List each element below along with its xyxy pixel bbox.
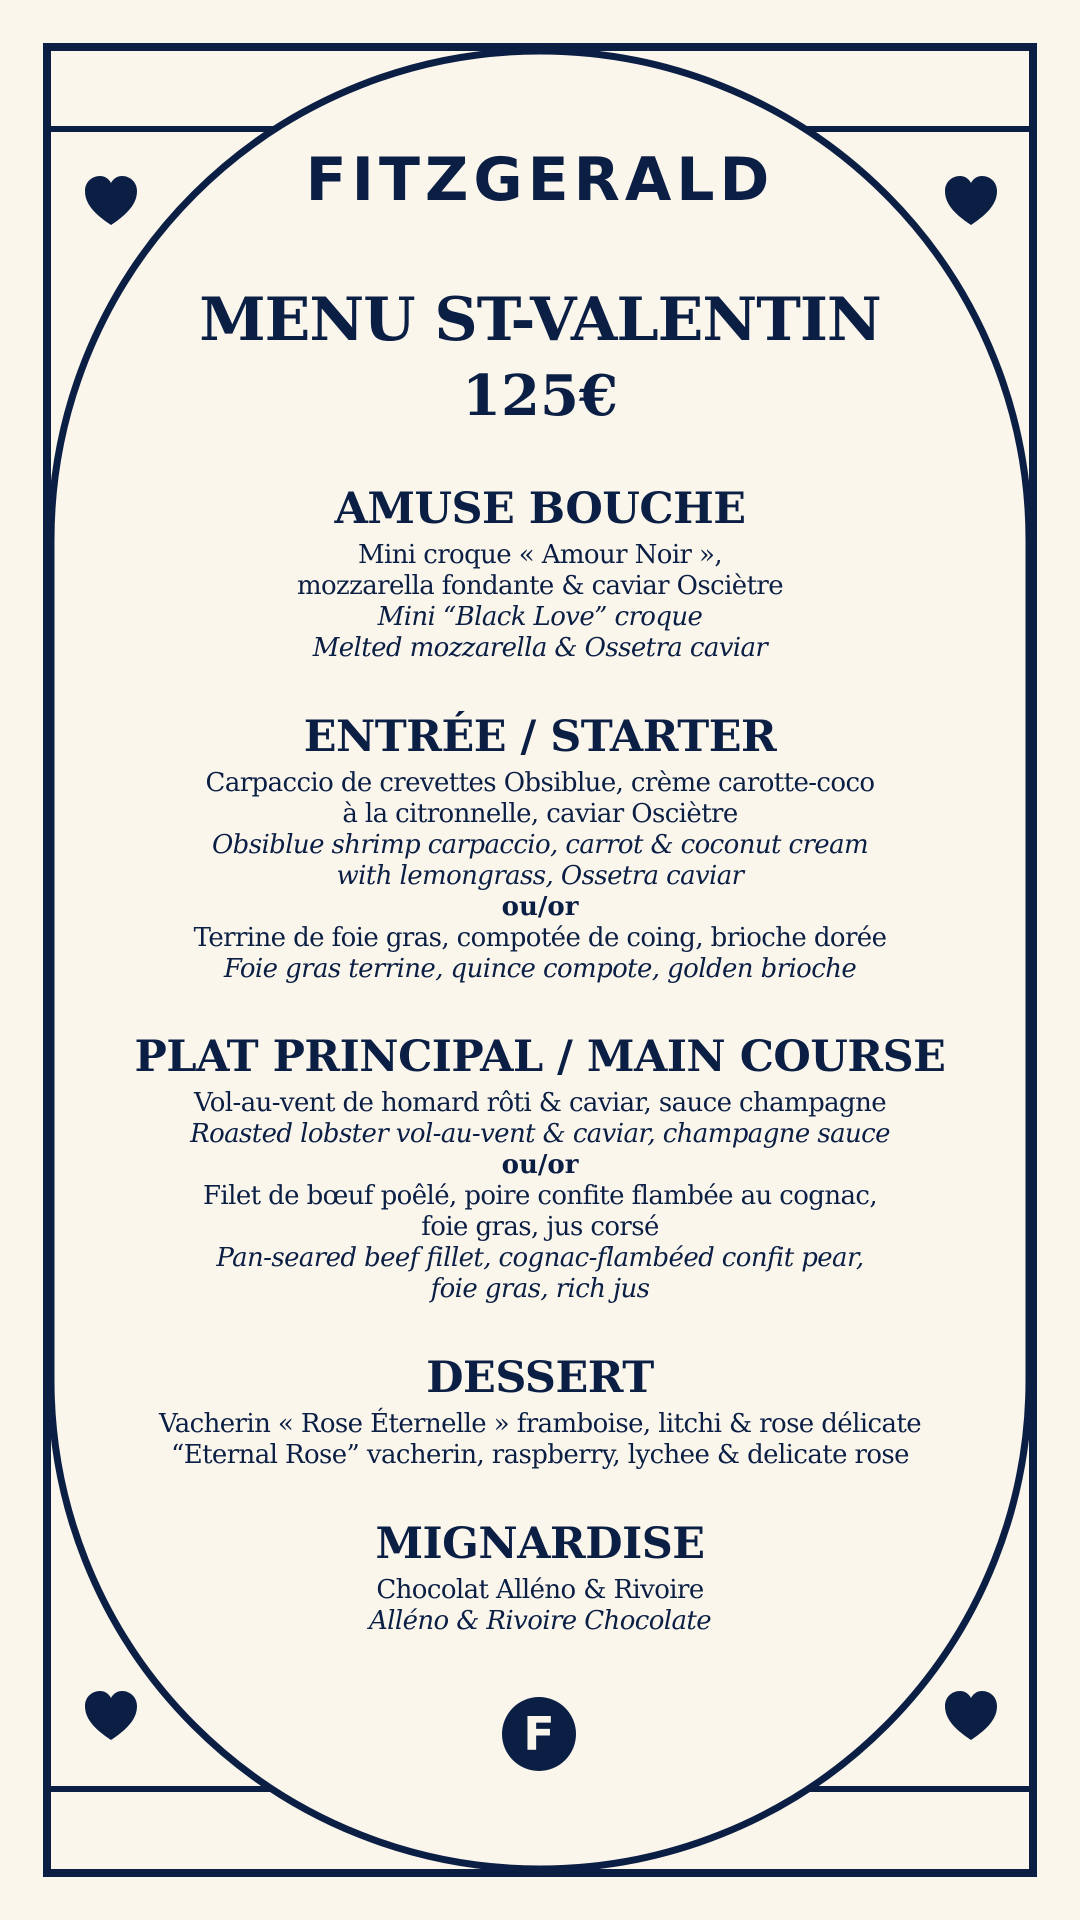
dish-line-en: Alléno & Rivoire Chocolate — [368, 1606, 712, 1636]
dish-line: Chocolat Alléno & Rivoire — [376, 1575, 704, 1605]
section-main-course — [0, 1026, 1080, 1305]
or-separator: ou/or — [501, 1150, 579, 1180]
section-heading: ENTRÉE / STARTER — [303, 712, 777, 762]
dish-line: mozzarella fondante & caviar Osciètre — [296, 571, 784, 601]
dish-line-en: “Eternal Rose” vacherin, raspberry, lychee & delicate rose — [171, 1440, 909, 1470]
dish-line-en: Pan-seared beef fillet, cognac-flambéed confit pear, — [216, 1243, 864, 1273]
dish-line: Mini croque « Amour Noir », — [357, 540, 723, 570]
dish-line: Carpaccio de crevettes Obsiblue, crème carotte-coco — [205, 768, 875, 798]
dish-line: à la citronnelle, caviar Osciètre — [342, 799, 738, 829]
section-heading: PLAT PRINCIPAL / MAIN COURSE — [134, 1032, 946, 1082]
section-mignardise — [0, 1513, 1080, 1637]
brand-name: FITZGERALD — [305, 145, 775, 215]
section-heading: DESSERT — [426, 1353, 654, 1403]
dish-line-en: Mini “Black Love” croque — [377, 602, 703, 632]
dish-line-en: foie gras, rich jus — [430, 1274, 650, 1304]
menu-title: MENU ST-VALENTIN — [199, 285, 881, 355]
dish-line: Filet de bœuf poêlé, poire confite flambée au cognac, — [202, 1181, 878, 1211]
section-entree — [0, 706, 1080, 985]
menu-price: 125€ — [462, 363, 618, 429]
section-heading: AMUSE BOUCHE — [334, 484, 746, 534]
dish-line-en: Obsiblue shrimp carpaccio, carrot & coconut cream — [211, 830, 869, 860]
dish-line: foie gras, jus corsé — [421, 1212, 659, 1242]
dish-line-en: Foie gras terrine, quince compote, golden brioche — [223, 954, 857, 984]
dish-line-en: Melted mozzarella & Ossetra caviar — [312, 633, 768, 663]
section-heading: MIGNARDISE — [375, 1519, 705, 1569]
dish-line: Vol-au-vent de homard rôti & caviar, sauce champagne — [193, 1088, 887, 1118]
dish-line-en: with lemongrass, Ossetra caviar — [336, 861, 744, 891]
dish-line: Terrine de foie gras, compotée de coing, brioche dorée — [193, 923, 887, 953]
section-dessert — [0, 1347, 1080, 1471]
or-separator: ou/or — [501, 892, 579, 922]
dish-line: Vacherin « Rose Éternelle » framboise, litchi & rose délicate — [158, 1409, 922, 1439]
logo-badge: F — [502, 1697, 576, 1771]
section-amuse-bouche — [0, 478, 1080, 664]
dish-line-en: Roasted lobster vol-au-vent & caviar, champagne sauce — [190, 1119, 890, 1149]
